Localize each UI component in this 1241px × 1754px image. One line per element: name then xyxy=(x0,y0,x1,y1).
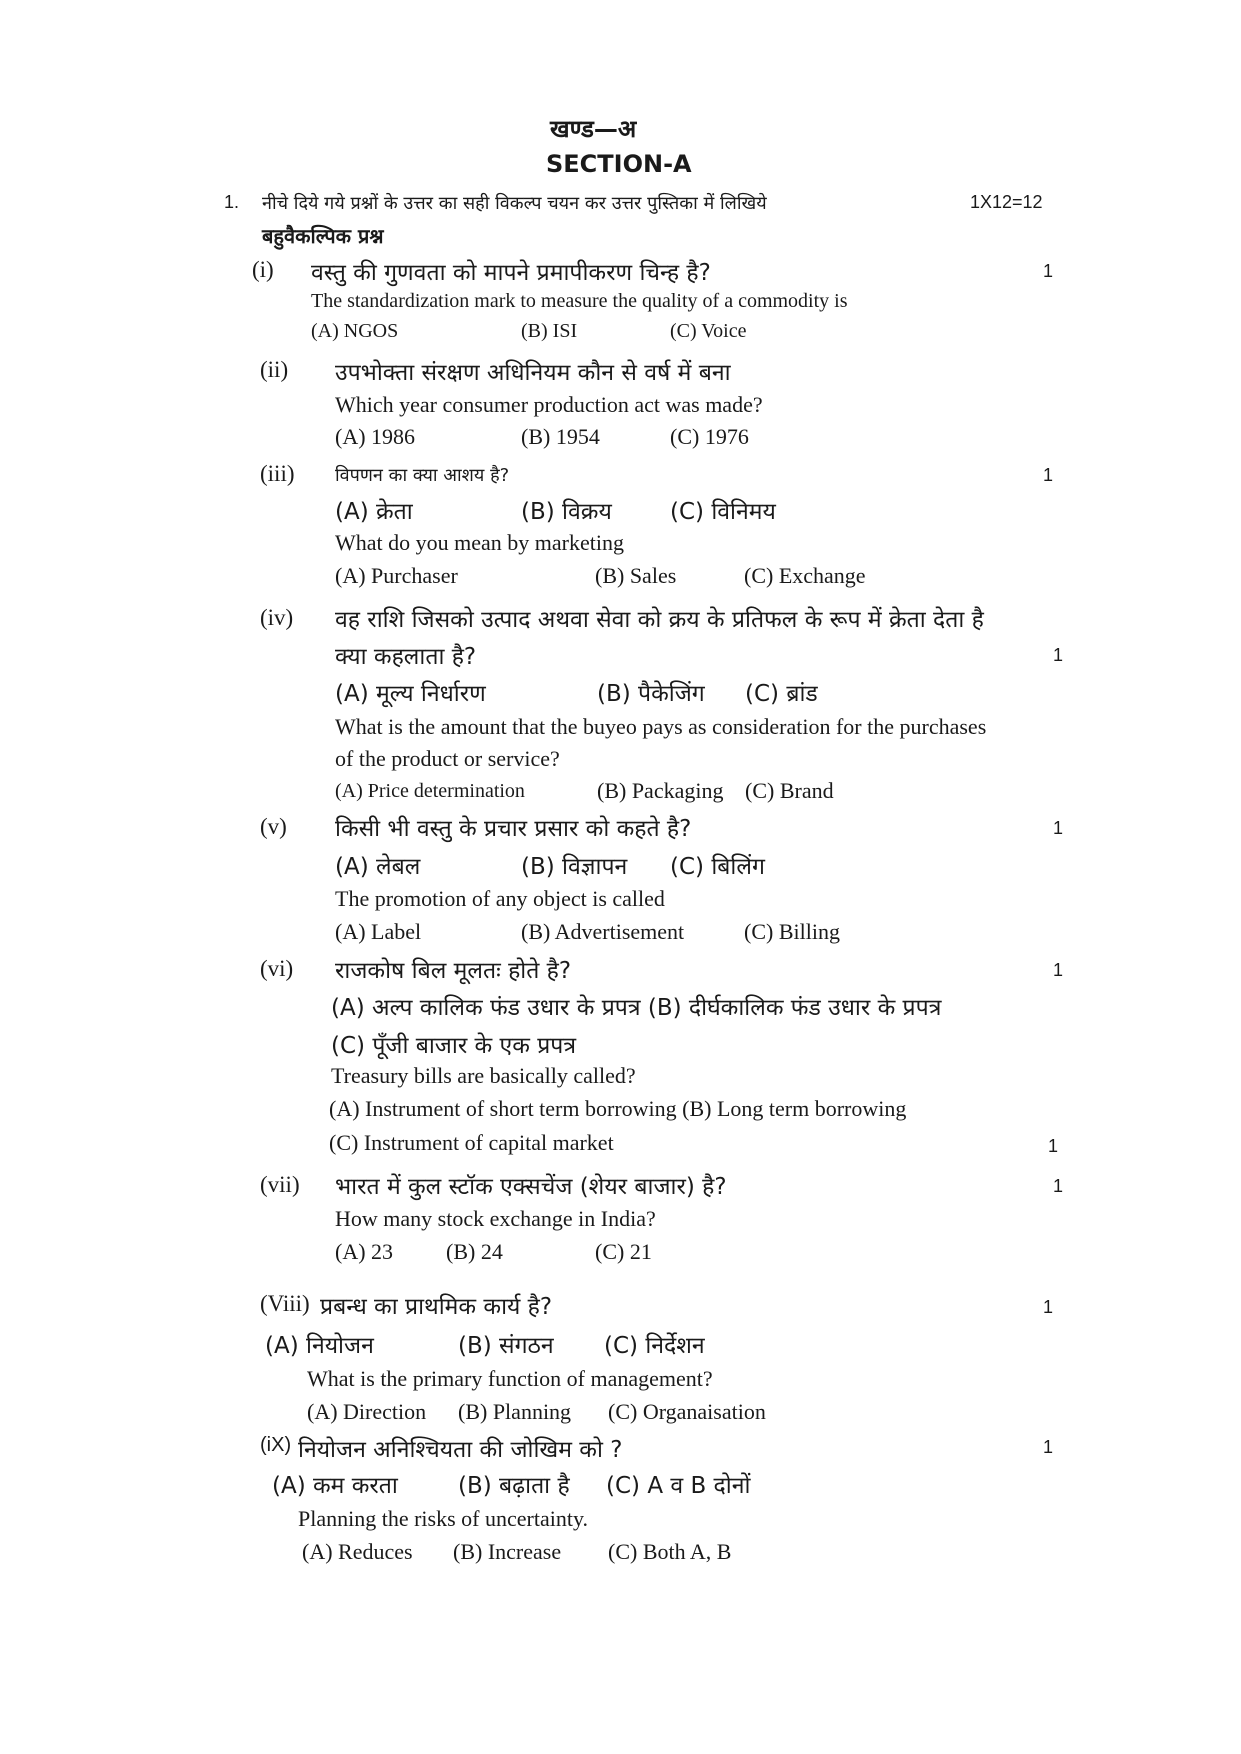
question-hindi: भारत में कुल स्टॉक एक्सचेंज (शेयर बाजार) है? xyxy=(335,1174,727,1200)
option-c: (C) Organaisation xyxy=(608,1399,766,1424)
option-c: (C) 1976 xyxy=(670,424,749,449)
hindi-option-c: (C) A व B दोनों xyxy=(606,1473,751,1499)
option-c: (C) Brand xyxy=(745,778,834,803)
question-mark: 1 xyxy=(1043,465,1054,485)
option-a: (A) Direction xyxy=(307,1399,427,1424)
hindi-option-b: (B) संगठन xyxy=(458,1333,554,1359)
option-b: (B) ISI xyxy=(521,320,578,342)
question-hindi: वस्तु की गुणवता को मापने प्रमापीकरण चिन्ह है? xyxy=(311,260,711,286)
option-a: (A) Price determination xyxy=(335,780,525,802)
hindi-option-c: (C) ब्रांड xyxy=(745,681,818,707)
question-number: (Viii) xyxy=(260,1291,310,1316)
question-mark: 1 xyxy=(1053,818,1064,838)
hindi-option-b: (B) विज्ञापन xyxy=(521,854,628,880)
option-c: (C) Voice xyxy=(670,320,747,342)
question-hindi: किसी भी वस्तु के प्रचार प्रसार को कहते है? xyxy=(335,816,692,842)
question-hindi: उपभोक्ता संरक्षण अधिनियम कौन से वर्ष में बना xyxy=(335,360,731,386)
hindi-option-a: (A) मूल्य निर्धारण xyxy=(335,681,486,707)
hindi-option-a: (A) कम करता xyxy=(272,1473,398,1499)
section-hindi-title: खण्ड—अ xyxy=(550,115,637,143)
hindi-option-c: (C) निर्देशन xyxy=(604,1333,705,1359)
hindi-option-b: (B) विक्रय xyxy=(521,499,612,525)
question-number: (i) xyxy=(252,257,274,282)
hindi-option-c: (C) विनिमय xyxy=(670,499,776,525)
option-b: (B) 24 xyxy=(446,1239,503,1264)
hindi-option-c: (C) बिलिंग xyxy=(670,854,765,880)
option-a: (A) NGOS xyxy=(311,320,399,342)
question-number: (iX) xyxy=(260,1434,292,1456)
hindi-option-a: (A) नियोजन xyxy=(265,1333,374,1359)
question-number: (ii) xyxy=(260,357,289,382)
question-mark: 1 xyxy=(1053,960,1064,980)
option-a: (A) 1986 xyxy=(335,424,416,449)
hindi-option-a: (A) लेबल xyxy=(335,854,421,880)
question-hindi: राजकोष बिल मूलतः होते है? xyxy=(335,958,572,984)
option-b: (B) Packaging xyxy=(597,778,724,803)
option-a: (A) Purchaser xyxy=(335,563,458,588)
question-english: The promotion of any object is called xyxy=(335,886,665,911)
question-mark: 1 xyxy=(1043,1437,1054,1457)
instruction-number: 1. xyxy=(224,192,240,212)
options-line1: (A) Instrument of short term borrowing (B) Long term borrowing xyxy=(329,1096,907,1121)
option-b: (B) 1954 xyxy=(521,424,600,449)
instruction-marks: 1X12=12 xyxy=(970,192,1043,212)
question-mark: 1 xyxy=(1043,261,1054,281)
question-number: (vi) xyxy=(260,956,294,981)
question-mark: 1 xyxy=(1043,1297,1054,1317)
question-english: Treasury bills are basically called? xyxy=(331,1063,636,1088)
option-a: (A) 23 xyxy=(335,1239,394,1264)
question-mark: 1 xyxy=(1053,1176,1064,1196)
question-hindi-line1: वह राशि जिसको उत्पाद अथवा सेवा को क्रय के प्रतिफल के रूप में क्रेता देता है xyxy=(335,607,984,633)
question-hindi-line2: क्या कहलाता है? xyxy=(335,644,477,670)
section-title: SECTION-A xyxy=(546,150,692,178)
option-c: (C) Billing xyxy=(744,919,840,944)
hindi-option-a: (A) क्रेता xyxy=(335,499,413,525)
option-b: (B) Sales xyxy=(595,563,677,588)
question-mark-2: 1 xyxy=(1048,1136,1059,1156)
option-a: (A) Label xyxy=(335,919,422,944)
hindi-options-line2: (C) पूँजी बाजार के एक प्रपत्र xyxy=(331,1033,577,1059)
question-english: How many stock exchange in India? xyxy=(335,1206,656,1231)
question-hindi: प्रबन्ध का प्राथमिक कार्य है? xyxy=(320,1294,553,1320)
option-b: (B) Increase xyxy=(453,1539,562,1564)
question-hindi: नियोजन अनिश्चियता की जोखिम को ? xyxy=(298,1437,623,1463)
question-english-line2: of the product or service? xyxy=(335,746,560,771)
question-english: Which year consumer production act was made? xyxy=(335,392,763,417)
hindi-option-b: (B) पैकेजिंग xyxy=(597,681,705,707)
question-english: What is the primary function of management? xyxy=(307,1366,713,1391)
question-number: (iv) xyxy=(260,605,294,630)
instruction-text: नीचे दिये गये प्रश्नों के उत्तर का सही विकल्प चयन कर उत्तर पुस्तिका में लिखिये xyxy=(262,193,767,214)
hindi-options-line1: (A) अल्प कालिक फंड उधार के प्रपत्र (B) दीर्घकालिक फंड उधार के प्रपत्र xyxy=(331,995,942,1021)
question-english-line1: What is the amount that the buyeo pays as consideration for the purchases xyxy=(335,714,987,739)
question-english: The standardization mark to measure the quality of a commodity is xyxy=(311,290,848,312)
option-b: (B) Planning xyxy=(458,1399,572,1424)
question-number: (iii) xyxy=(260,461,295,486)
question-mark: 1 xyxy=(1053,645,1064,665)
options-line2: (C) Instrument of capital market xyxy=(329,1130,614,1155)
question-number: (v) xyxy=(260,814,287,839)
question-english: Planning the risks of uncertainty. xyxy=(298,1506,589,1531)
option-c: (C) Both A, B xyxy=(608,1539,732,1564)
question-hindi: विपणन का क्या आशय है? xyxy=(335,465,510,486)
subheading: बहुवैकल्पिक प्रश्न xyxy=(262,224,384,248)
option-b: (B) Advertisement xyxy=(521,919,685,944)
option-a: (A) Reduces xyxy=(302,1539,413,1564)
question-english: What do you mean by marketing xyxy=(335,530,624,555)
question-number: (vii) xyxy=(260,1172,300,1197)
hindi-option-b: (B) बढ़ाता है xyxy=(458,1473,570,1499)
option-c: (C) 21 xyxy=(595,1239,652,1264)
option-c: (C) Exchange xyxy=(744,563,866,588)
